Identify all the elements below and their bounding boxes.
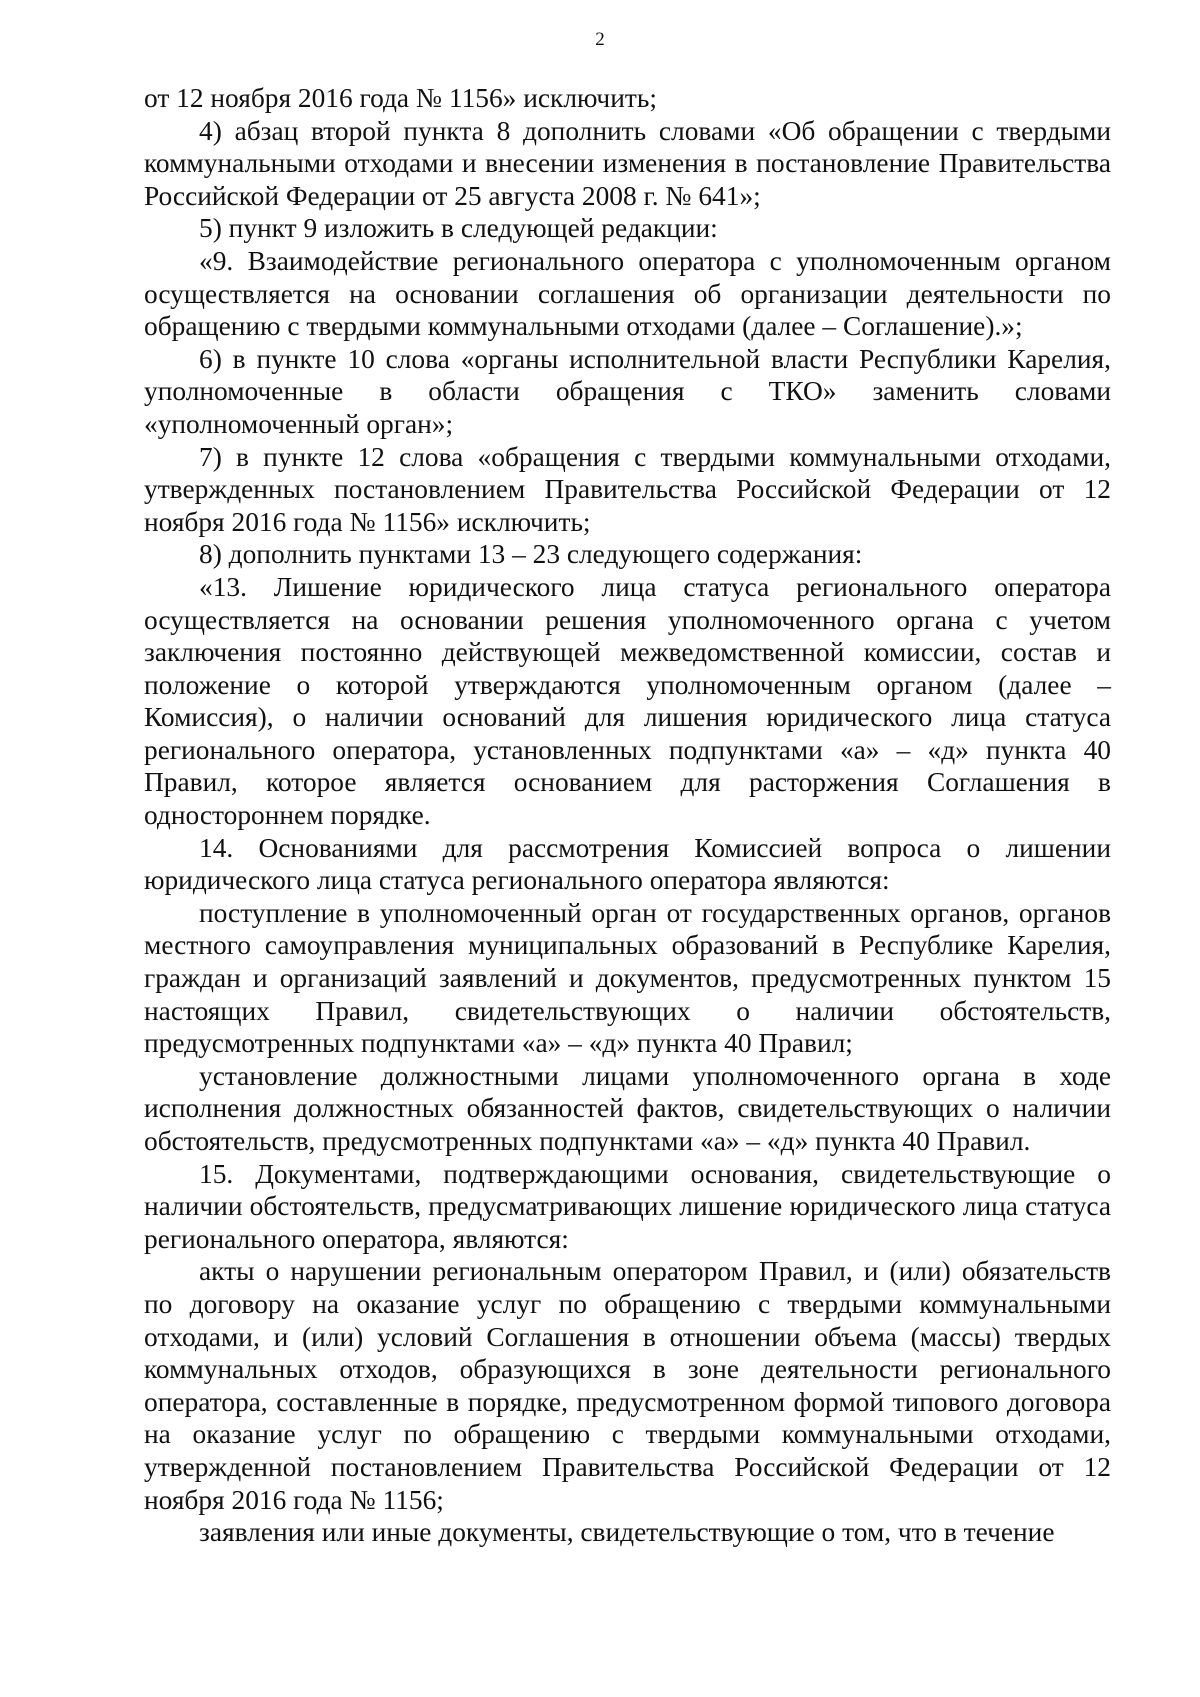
paragraph: «13. Лишение юридического лица статуса регионального оператора осуществляется на основании решения уполномоченного органа с учетом заключения постоянно действующей межведомственной комиссии, состав и положение о которой утверждаются уполномоченным органом (далее – Комиссия), о наличии оснований для лишения юридического лица статуса регионального оператора, установленных подпунктами «а» – «д» пункта 40 Правил, которое является основанием для расторжения Соглашения в одностороннем порядке. (144, 571, 1111, 831)
paragraph: 14. Основаниями для рассмотрения Комиссией вопроса о лишении юридического лица статуса регионального оператора являются: (144, 832, 1111, 896)
paragraph: акты о нарушении региональным оператором Правил, и (или) обязательств по договору на оказание услуг по обращению с твердыми коммунальными отходами, и (или) условий Соглашения в отношении объема (массы) твердых коммунальных отходов, образующихся в зоне деятельности регионального оператора, составленные в порядке, предусмотренном формой типового договора на оказание услуг по обращению с твердыми коммунальными отходами, утвержденной постановлением Правительства Российской Федерации от 12 ноября 2016 года № 1156; (144, 1256, 1111, 1515)
paragraph: установление должностными лицами уполномоченного органа в ходе исполнения должностных обязанностей фактов, свидетельствующих о наличии обстоятельств, предусмотренных подпунктами «а» – «д» пункта 40 Правил. (144, 1060, 1111, 1156)
paragraph: заявления или иные документы, свидетельствующие о том, что в течение (199, 1517, 1055, 1548)
paragraph: 6) в пункте 10 слова «органы исполнительной власти Республики Карелия, уполномоченные в области обращения с ТКО» заменить словами «уполномоченный орган»; (144, 343, 1111, 439)
paragraph: поступление в уполномоченный орган от государственных органов, органов местного самоуправления муниципальных образований в Республике Карелия, граждан и организаций заявлений и документов, предусмотренных пунктом 15 настоящих Правил, свидетельствующих о наличии обстоятельств, предусмотренных подпунктами «а» – «д» пункта 40 Правил; (144, 897, 1111, 1059)
paragraph: «9. Взаимодействие регионального оператора с уполномоченным органом осуществляется на основании соглашения об организации деятельности по обращению с твердыми коммунальными отходами (далее – Соглашение).»; (144, 245, 1111, 342)
paragraph: от 12 ноября 2016 года № 1156» исключить; (144, 83, 657, 113)
document-body (144, 82, 1111, 1549)
paragraph: 8) дополнить пунктами 13 – 23 следующего содержания: (199, 539, 863, 570)
paragraph: 4) абзац второй пункта 8 дополнить словами «Об обращении с твердыми коммунальными отходами и внесении изменения в постановление Правительства Российской Федерации от 25 августа 2008 г. № 641»; (144, 115, 1111, 211)
page-number: 2 (595, 29, 605, 50)
paragraph: 7) в пункте 12 слова «обращения с твердыми коммунальными отходами, утвержденных постановлением Правительства Российской Федерации от 12 ноября 2016 года № 1156» исключить; (144, 441, 1111, 537)
paragraph: 5) пункт 9 изложить в следующей редакции: (199, 213, 718, 244)
paragraph: 15. Документами, подтверждающими основания, свидетельствующие о наличии обстоятельств, предусматривающих лишение юридического лица статуса регионального оператора, являются: (144, 1158, 1111, 1254)
